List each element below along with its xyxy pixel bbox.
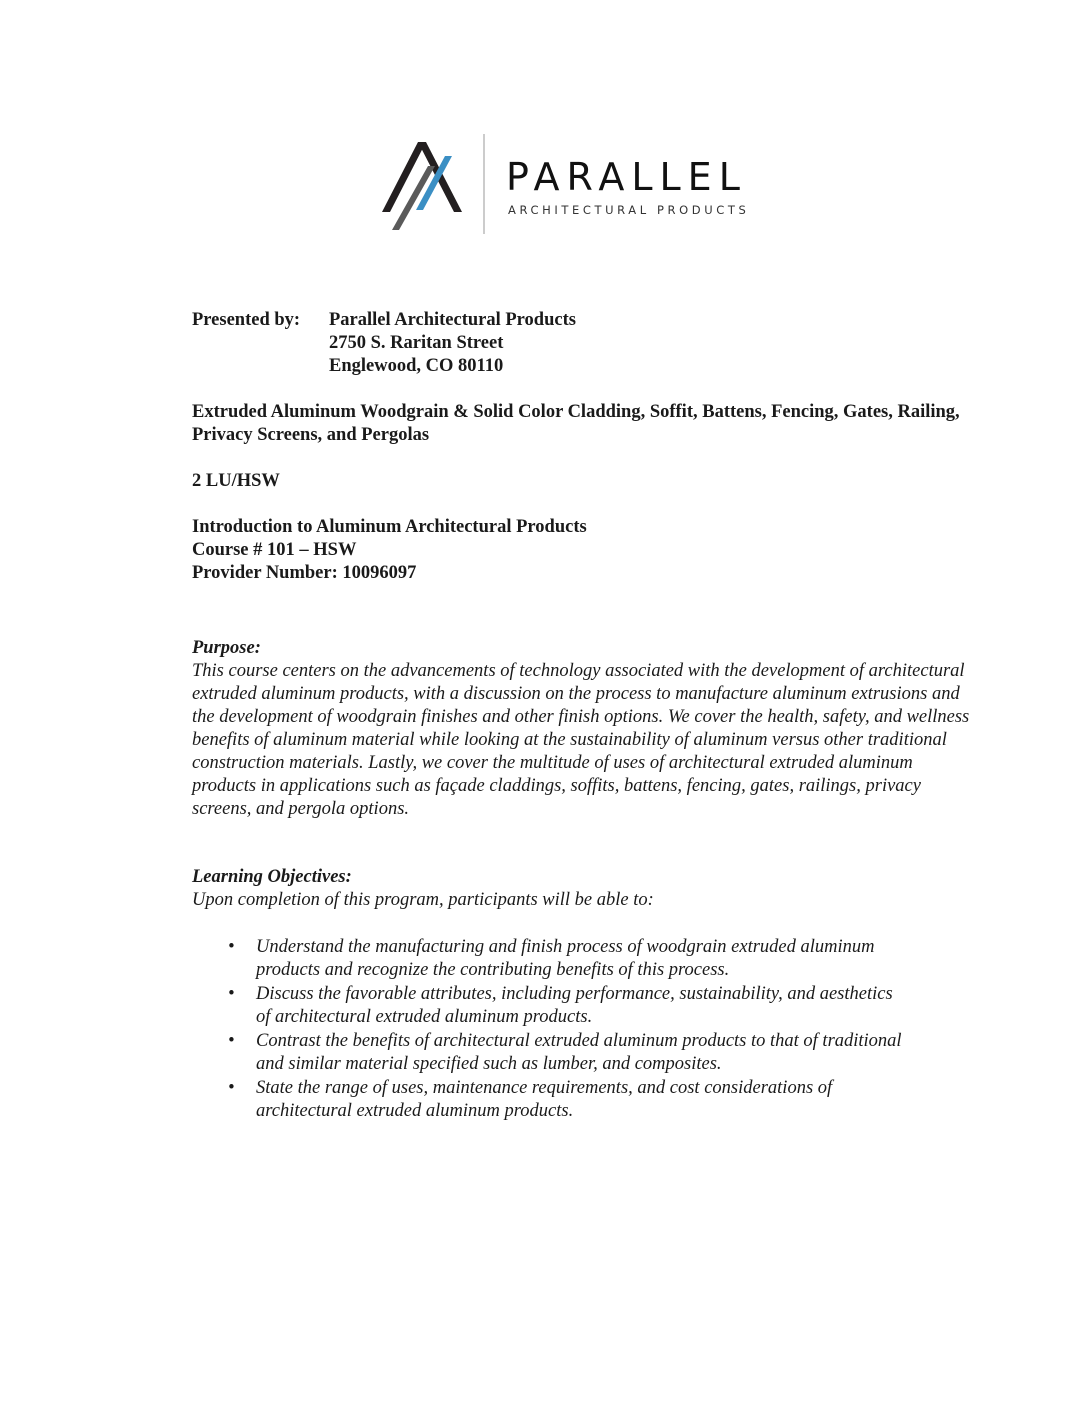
list-item bbox=[192, 1077, 902, 1123]
bullet-icon: • bbox=[228, 1031, 235, 1051]
objectives-intro: Upon completion of this program, participants will be able to: bbox=[192, 890, 654, 910]
logo-name: PARALLEL bbox=[506, 155, 747, 199]
objective-text: Contrast the benefits of architectural extruded aluminum products to that of traditional and similar material specified such as lumber, and composites. bbox=[256, 1031, 902, 1074]
presenter-block bbox=[192, 309, 972, 378]
list-item bbox=[192, 983, 902, 1029]
objectives-heading: Learning Objectives: bbox=[192, 867, 352, 887]
credits: 2 LU/HSW bbox=[192, 471, 280, 491]
presenter-city: Englewood, CO 80110 bbox=[329, 356, 504, 376]
purpose-text: This course centers on the advancements of technology associated with the development of architectural extruded aluminum products, with a discussion on the process to manufacture aluminum extrusions and the development of woodgrain finishes and other finish options. We cover the health, safety, and wellness benefits of aluminum material while looking at the sustainability of aluminum versus other traditional construction materials. Lastly, we cover the multitude of uses of architectural extruded aluminum products in applications such as façade claddings, soffits, battens, fencing, gates, railings, privacy screens, and pergola options. bbox=[192, 661, 970, 819]
bullet-icon: • bbox=[228, 937, 235, 957]
objectives-section bbox=[192, 866, 972, 1124]
logo-tagline: ARCHITECTURAL PRODUCTS bbox=[508, 203, 750, 217]
course-title: Introduction to Aluminum Architectural Products bbox=[192, 517, 587, 537]
presenter-name: Parallel Architectural Products bbox=[329, 310, 576, 330]
bullet-icon: • bbox=[228, 984, 235, 1004]
list-item bbox=[192, 936, 902, 982]
provider-number: Provider Number: 10096097 bbox=[192, 563, 417, 583]
presenter-label: Presented by: bbox=[192, 310, 301, 330]
bullet-icon: • bbox=[228, 1078, 235, 1098]
objective-text: Discuss the favorable attributes, including performance, sustainability, and aesthetics of architectural extruded aluminum products. bbox=[256, 984, 893, 1027]
course-number: Course # 101 – HSW bbox=[192, 540, 357, 560]
purpose-section bbox=[192, 637, 972, 821]
presenter-street: 2750 S. Raritan Street bbox=[329, 333, 504, 353]
objectives-list bbox=[192, 936, 902, 1123]
course-block bbox=[192, 516, 972, 585]
objective-text: State the range of uses, maintenance requirements, and cost considerations of architectural extruded aluminum products. bbox=[256, 1078, 833, 1121]
objective-text: Understand the manufacturing and finish process of woodgrain extruded aluminum products and recognize the contributing benefits of this process. bbox=[256, 937, 875, 980]
list-item bbox=[192, 1030, 902, 1076]
products-title: Extruded Aluminum Woodgrain & Solid Color Cladding, Soffit, Battens, Fencing, Gates, Railing, Privacy Screens, and Pergolas bbox=[192, 402, 960, 445]
parallel-logo bbox=[378, 130, 778, 238]
purpose-heading: Purpose: bbox=[192, 638, 261, 658]
